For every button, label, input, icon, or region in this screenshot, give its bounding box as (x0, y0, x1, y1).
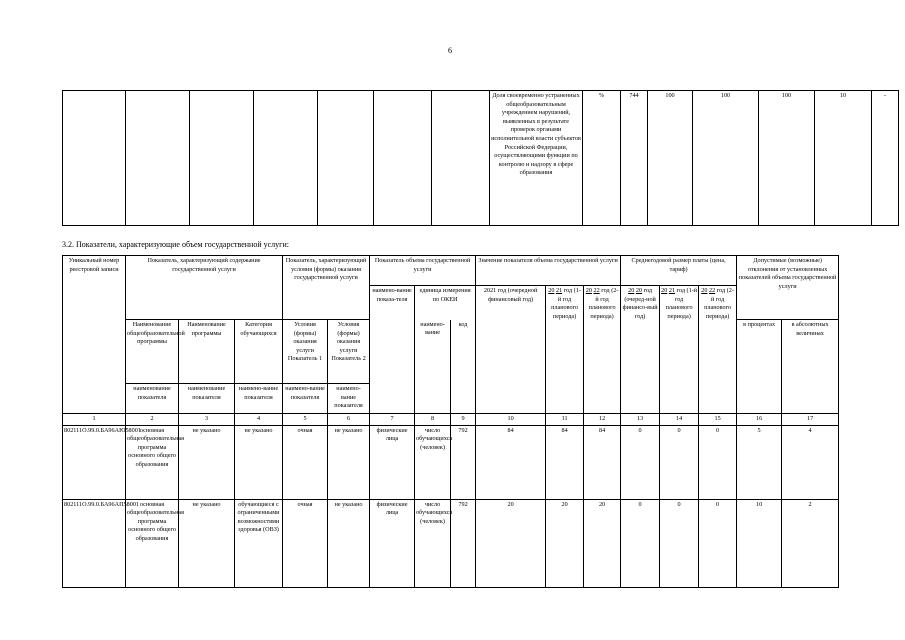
column-number-row (63, 414, 839, 426)
header-year-plan-1 (546, 286, 584, 414)
section-heading: 3.2. Показатели, характеризующие объем государственной услуги: (62, 240, 289, 249)
empty-cell (374, 91, 432, 226)
empty-cell (190, 91, 254, 226)
year-caption: год (1-й год планового периода) (665, 287, 698, 320)
fee-2: 0 (660, 425, 699, 499)
study-form: очная (283, 425, 328, 499)
header-deviation-absolute: в абсолютных величинах (782, 320, 839, 414)
header-indicator-name-2: наименование показателя (126, 384, 179, 414)
column-number: 12 (584, 414, 621, 426)
column-number: 2 (126, 414, 179, 426)
column-number: 9 (451, 414, 476, 426)
value-2: 100 (693, 91, 759, 226)
empty-cell (126, 91, 190, 226)
header-condition-2: Условия (формы) оказания услуги Показатель 2 (328, 320, 370, 384)
deviation-absolute: 4 (782, 425, 839, 499)
value-2021: 84 (476, 425, 546, 499)
header-program-name: Наименование программы (179, 320, 235, 384)
header-registry-number: Уникальный номер реестровой записи (63, 256, 126, 414)
header-row (63, 256, 839, 286)
condition-2: не указано (328, 499, 370, 587)
value-2023: 20 (584, 499, 621, 587)
value-2021: 20 (476, 499, 546, 587)
deviation-percent: 5 (737, 425, 782, 499)
column-number: 1 (63, 414, 126, 426)
year-caption: год (очеред-ной финансо-вый год) (622, 287, 658, 320)
indicator-name: физические лица (370, 499, 415, 587)
column-number: 3 (179, 414, 235, 426)
indicator-name: физические лица (370, 425, 415, 499)
empty-cell (254, 91, 318, 226)
fee-3: 0 (699, 499, 737, 587)
indicator-continuation-table (62, 90, 899, 226)
header-fee-year-plan-1 (660, 286, 699, 414)
value-2022: 84 (546, 425, 584, 499)
header-unit-code: код (451, 320, 476, 414)
year-suffix: 22 (708, 287, 716, 294)
student-category: обучающиеся с ограниченными возможностями здоровья (ОВЗ) (235, 499, 283, 587)
column-number: 8 (415, 414, 451, 426)
column-number: 13 (621, 414, 660, 426)
header-indicator-name-4: наимено-вание показателя (235, 384, 283, 414)
page-number: 6 (448, 46, 452, 55)
year-suffix: 20 (635, 287, 643, 294)
registry-number: 802111О.99.0.БА96АЮ58001 (63, 425, 126, 499)
column-number: 4 (235, 414, 283, 426)
year-caption: год (1-й год планового периода) (551, 287, 581, 320)
header-volume-indicator: Показатель объема государственной услуги (370, 256, 476, 286)
year-suffix: 22 (593, 287, 600, 294)
deviation-percent: 10 (737, 499, 782, 587)
header-indicator-name-3: наименование показателя (179, 384, 235, 414)
fee-1: 0 (621, 425, 660, 499)
table-row (63, 499, 839, 587)
header-student-category: Категория обучающихся (235, 320, 283, 384)
year-prefix: 20 (701, 287, 708, 294)
header-indicator-name-6: наимено-вание показателя (328, 384, 370, 414)
year-suffix: 21 (668, 287, 676, 294)
header-deviation-percent: в процентах (737, 320, 782, 414)
header-content-indicator: Показатель, характеризующий содержание государственной услуги (126, 256, 283, 320)
header-fee-year-plan-2 (699, 286, 737, 414)
table-row (63, 425, 839, 499)
unit-code: 792 (451, 499, 476, 587)
header-year-plan-2 (584, 286, 621, 414)
table-row (63, 91, 899, 226)
program-type: основная общеобразовательная программа основного общего образования (126, 499, 179, 587)
header-unit-name: наимено-вание (415, 320, 451, 414)
unit-code: 792 (451, 425, 476, 499)
fee-3: 0 (699, 425, 737, 499)
column-number: 6 (328, 414, 370, 426)
year-prefix: 20 (548, 287, 555, 294)
study-form: очная (283, 499, 328, 587)
program-name: не указано (179, 499, 235, 587)
header-program-type: Наименование общеобразовательной программы (126, 320, 179, 384)
column-number: 16 (737, 414, 782, 426)
year-prefix: 20 (585, 287, 592, 294)
year-caption: год (2-й год планового периода) (588, 287, 619, 320)
value-3: 100 (759, 91, 815, 226)
empty-cell (432, 91, 490, 226)
okei-code: 744 (621, 91, 648, 226)
unit-name: число обучающихся (человек) (415, 499, 451, 587)
year-prefix: 20 (661, 287, 668, 294)
deviation-percent: 10 (815, 91, 872, 226)
fee-1: 0 (621, 499, 660, 587)
header-average-fee: Среднегодовой размер платы (цена, тариф) (621, 256, 737, 286)
year-caption: год (2-й год планового периода) (704, 287, 734, 320)
header-conditions-indicator: Показатель, характеризующий условия (формы) оказания государственной услуги (283, 256, 370, 320)
student-category: не указано (235, 425, 283, 499)
deviation-absolute: - (872, 91, 899, 226)
empty-cell (63, 91, 126, 226)
value-2022: 20 (546, 499, 584, 587)
column-number: 11 (546, 414, 584, 426)
header-indicator-name: наимено-вание показа-теля (370, 286, 415, 414)
program-type: основная общеобразовательная программа основного общего образования (126, 425, 179, 499)
condition-2: не указано (328, 425, 370, 499)
header-fee-year-current (621, 286, 660, 414)
value-2023: 84 (584, 425, 621, 499)
column-number: 17 (782, 414, 839, 426)
value-1: 100 (648, 91, 693, 226)
header-allowed-deviations: Допустимые (возможные) отклонения от установленных показателей объема государственной услуги (737, 256, 839, 320)
header-indicator-name-5: наимено-вание показателя (283, 384, 328, 414)
unit-name: число обучающихся (человек) (415, 425, 451, 499)
year-suffix: 21 (555, 287, 563, 294)
header-year-2021: 2021 год (очередной финансовый год) (476, 286, 546, 414)
volume-table (62, 255, 839, 588)
fee-2: 0 (660, 499, 699, 587)
header-volume-value: Значение показателя объема государственной услуги (476, 256, 621, 286)
column-number: 10 (476, 414, 546, 426)
column-number: 5 (283, 414, 328, 426)
program-name: не указано (179, 425, 235, 499)
column-number: 7 (370, 414, 415, 426)
column-number: 15 (699, 414, 737, 426)
column-number: 14 (660, 414, 699, 426)
unit: % (583, 91, 621, 226)
empty-cell (318, 91, 374, 226)
indicator-name: Доля своевременно устраненных общеобразовательным учреждением нарушений, выявленных в результате проверок органами исполнительной власти субъектов Российской Федерации, осуществляющими функции по контролю и надзору в сфере образования (490, 91, 583, 226)
header-unit-okei: единица измерения по ОКЕИ (415, 286, 476, 320)
registry-number: 802111О.99.0.БА96АП58001 (63, 499, 126, 587)
deviation-absolute: 2 (782, 499, 839, 587)
year-prefix: 20 (628, 287, 635, 294)
header-condition-1: Условия (формы) оказания услуги Показатель 1 (283, 320, 328, 384)
